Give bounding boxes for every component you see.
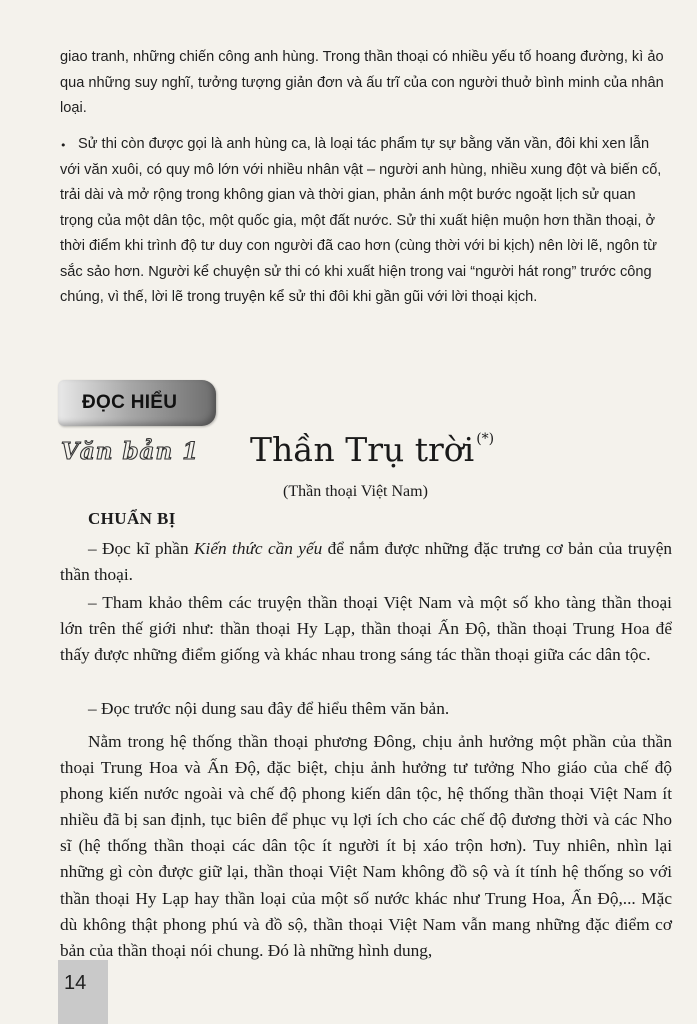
prep-item-3: – Đọc trước nội dung sau đây để hiểu thêm văn bản. [88, 699, 450, 718]
prep-item-1 [60, 536, 672, 588]
prep-item-2: – Tham khảo thêm các truyện thần thoại Việt Nam và một số kho tàng thần thoại lớn trên thế giới như: thần thoại Hy Lạp, thần thoại Ấn Độ, thần thoại Trung Hoa để thấy được những điểm giống và khác nhau trong sáng tác thần thoại giữa các dân tộc. [60, 593, 672, 665]
body-paragraph: Nằm trong hệ thống thần thoại phương Đông, chịu ảnh hưởng một phần của thần thoại Trung Hoa và Ấn Độ, đặc biệt, chịu ảnh hưởng tư tưởng Nho giáo của chế độ phong kiến nước ngoài và chế độ phong kiến dân tộc, hệ thống thần thoại Việt Nam ít nhiều đã bị san định, tục biên để phục vụ lợi ích cho các chế độ đương thời và các Nho sĩ (hệ thống thần thoại các dân tộc ít người ít bị xáo trộn hơn). Tuy nhiên, nhìn lại những gì còn được giữ lại, thần thoại Việt Nam không đồ sộ và ít tính hệ thống so với thần thoại Hy Lạp hay thần loại của một số nước khác như Trung Hoa, Ấn Độ,... Mặc dù không thật phong phú và đồ sộ, thần thoại Việt Nam vẫn mang những đặc điểm cơ bản của thần thoại nói chung. Đó là những hình dung, [60, 732, 672, 960]
prep-item-1-italic: Kiến thức cần yếu [194, 539, 323, 558]
prep-item-1-text-a: – Đọc kĩ phần [88, 539, 195, 558]
prep-heading: CHUẨN BỊ [88, 509, 176, 528]
text-number-label: Văn bản 1 [61, 438, 200, 465]
prep-item-1-text-b: để nắm được những đặc trưng cơ bản của truyện thần thoại. [60, 539, 673, 585]
page-title [250, 430, 494, 469]
intro-paragraph: giao tranh, những chiến công anh hùng. Trong thần thoại có nhiều yếu tố hoang đường, kì ảo qua những suy nghĩ, tưởng tượng giản đơn và ấu trĩ của con người thuở bình minh của nhân loại. [60, 49, 664, 116]
section-label: ĐỌC HIỂU [82, 392, 178, 413]
bullet-icon: • [60, 139, 67, 152]
subtitle: (Thần thoại Việt Nam) [283, 483, 428, 500]
epic-definition-paragraph: Sử thi còn được gọi là anh hùng ca, là loại tác phẩm tự sự bằng văn vần, đôi khi xen lẫn với văn xuôi, có quy mô lớn với nhiều nhân vật – người anh hùng, nhiều xung đột và biến cố, trải dài và mở rộng trong không gian và thời gian, phản ánh một bước ngoặt lịch sử quan trọng của một dân tộc, một quốc gia, một đất nước. Sử thi xuất hiện muộn hơn thần thoại, ở thời điểm khi trình độ tư duy con người đã cao hơn (cùng thời với bi kịch) nên lời lẽ, ngôn từ sắc sảo hơn. Người kể chuyện sử thi có khi xuất hiện trong vai “người hát rong” trước công chúng, vì thế, lời lẽ trong truyện kể sử thi đôi khi gần gũi với lời thoại kịch. [60, 136, 662, 305]
section-tab [58, 380, 216, 426]
page-number-box [58, 960, 108, 1024]
title-footnote-mark: (*) [476, 431, 495, 447]
page-number: 14 [64, 972, 87, 994]
title-text: Thần Trụ trời [250, 430, 475, 469]
